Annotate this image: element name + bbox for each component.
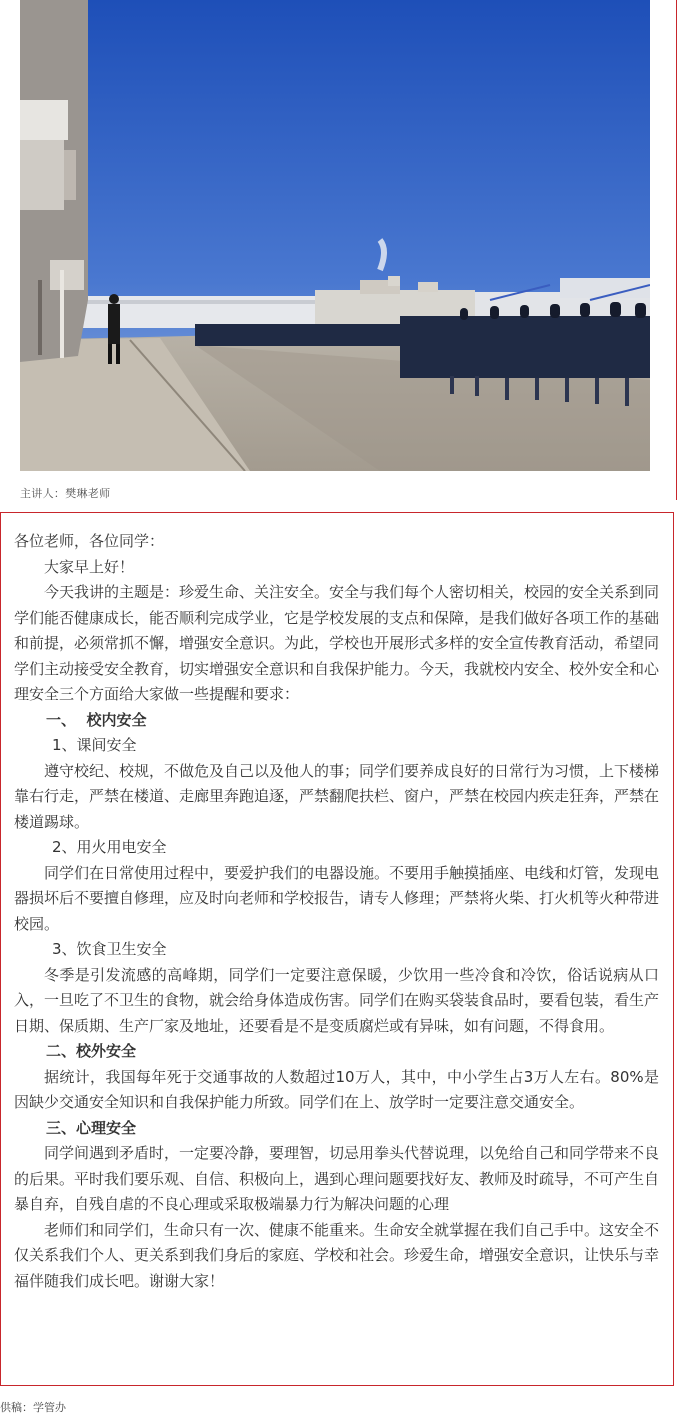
section-heading-offcampus: 二、校外安全 [46, 1042, 137, 1060]
item-text-fire-electric: 同学们在日常使用过程中，要爱护我们的电器设施。不要用手触摸插座、电线和灯管，发现电器损坏后不要擅自修理，应及时向老师和学校报告，请专人修理；严禁将火柴、打火机等火种带进校园。 [14, 863, 660, 933]
greeting: 各位老师，各位同学： [14, 532, 165, 550]
photo-card [0, 0, 677, 500]
item-text-break: 遵守校纪、校规，不做危及自己以及他人的事；同学们要养成良好的日常行为习惯，上下楼梯靠右行走，严禁在楼道、走廊里奔跑追逐，严禁翻爬扶栏、窗户，严禁在校园内疾走狂奔，严禁在楼道踢球。 [14, 761, 660, 831]
intro-paragraph: 今天我讲的主题是：珍爱生命、关注安全。安全与我们每个人密切相关，校园的安全关系到同学们能否健康成长，能否顺利完成学业，它是学校发展的支点和保障，是我们做好各项工作的基础和前提，必须常抓不懈，增强安全意识。为此，学校也开展形式多样的安全宣传教育活动，希望同学们主动接受安全教育，切实增强安全意识和自我保护能力。今天，我就校内安全、校外安全和心理安全三个方面给大家做一些提醒和要求： [14, 583, 660, 703]
item-heading-fire-electric: 2、用火用电安全 [52, 838, 167, 856]
contributor-credit: 供稿：学管办 [0, 1401, 66, 1414]
speech-text-box [0, 512, 674, 1386]
mental-text: 同学间遇到矛盾时，一定要冷静，要理智，切忌用拳头代替说理，以免给自己和同学带来不良的后果。平时我们要乐观、自信、积极向上，遇到心理问题要找好友、教师及时疏导，不可产生自暴自弃，自残自虐的不良心理或采取极端暴力行为解决问题的心理 [14, 1144, 660, 1213]
offcampus-text: 据统计，我国每年死于交通事故的人数超过10万人，其中，中小学生占3万人左右。80%是因缺少交通安全知识和自我保护能力所致。同学们在上、放学时一定要注意交通安全。 [14, 1067, 659, 1111]
item-text-food: 冬季是引发流感的高峰期，同学们一定要注意保暖，少饮用一些冷食和冷饮，俗话说病从口入，一旦吃了不卫生的食物，就会给身体造成伤害。同学们在购买袋装食品时，要看包装，看生产日期、保质期、生产厂家及地址，还要看是不是变质腐烂或有异味，如有问题，不得食用。 [14, 965, 660, 1035]
item-heading-break: 1、课间安全 [52, 736, 137, 754]
assembly-photo [20, 0, 650, 471]
section-heading-mental: 三、心理安全 [46, 1118, 137, 1137]
section-heading-campus: 一、 校内安全 [46, 710, 147, 729]
morning-greeting: 大家早上好！ [44, 557, 135, 576]
closing-paragraph: 老师们和同学们，生命只有一次、健康不能重来。生命安全就掌握在我们自己手中。这安全不仅关系我们个人、更关系到我们身后的家庭、学校和社会。珍爱生命，增强安全意识，让快乐与幸福伴随我们成长吧。谢谢大家！ [14, 1220, 660, 1290]
photo-caption: 主讲人：樊琳老师 [20, 487, 111, 500]
item-heading-food: 3、饮食卫生安全 [52, 940, 167, 958]
